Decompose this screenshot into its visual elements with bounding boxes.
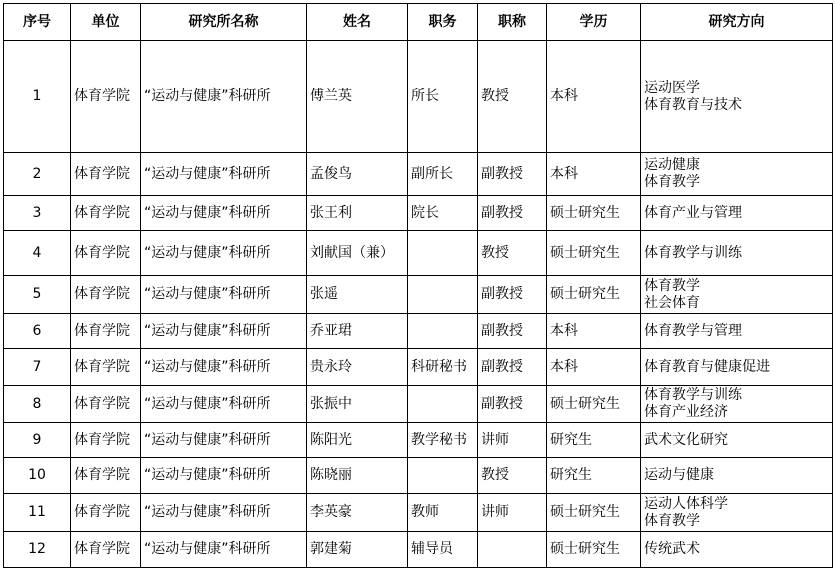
cell-institute: “运动与健康”科研所: [141, 386, 307, 423]
cell-institute: “运动与健康”科研所: [141, 458, 307, 494]
cell-post: [408, 386, 478, 423]
cell-institute: “运动与健康”科研所: [141, 314, 307, 349]
table-row: [4, 349, 833, 386]
cell-post: [408, 231, 478, 276]
cell-name: 陈晓丽: [307, 458, 408, 494]
cell-unit: 体育学院: [71, 494, 141, 532]
table-row: [4, 231, 833, 276]
cell-post: 辅导员: [408, 532, 478, 568]
direction-line: 体育教学与训练: [644, 387, 742, 403]
cell-post: 院长: [408, 196, 478, 231]
cell-direction: [641, 349, 833, 386]
header-name: 姓名: [307, 4, 408, 41]
direction-line: 体育教学与管理: [644, 322, 742, 339]
cell-name: 孟俊鸟: [307, 153, 408, 196]
direction-line: 运动医学: [644, 79, 700, 96]
cell-institute: “运动与健康”科研所: [141, 153, 307, 196]
cell-post: [408, 314, 478, 349]
direction-line: 体育教学: [644, 277, 700, 294]
header-title: 职称: [478, 4, 547, 41]
cell-title: [478, 532, 547, 568]
cell-name: 乔亚珺: [307, 314, 408, 349]
header-unit: 单位: [71, 4, 141, 41]
direction-line: 体育产业经济: [644, 404, 728, 420]
cell-no: 12: [4, 532, 71, 568]
direction-line: 体育教学: [644, 512, 700, 529]
cell-post: [408, 458, 478, 494]
cell-direction: [641, 276, 833, 314]
table-row: [4, 196, 833, 231]
cell-institute: “运动与健康”科研所: [141, 41, 307, 153]
cell-title: 副教授: [478, 196, 547, 231]
cell-post: 所长: [408, 41, 478, 153]
cell-education: 本科: [547, 41, 641, 153]
cell-direction: [641, 153, 833, 196]
cell-education: 硕士研究生: [547, 532, 641, 568]
header-no: 序号: [4, 4, 71, 41]
table-row: [4, 276, 833, 314]
table-row: [4, 423, 833, 458]
cell-education: 硕士研究生: [547, 231, 641, 276]
cell-post: [408, 276, 478, 314]
cell-post: 教师: [408, 494, 478, 532]
cell-unit: 体育学院: [71, 458, 141, 494]
table-row: [4, 494, 833, 532]
cell-no: 7: [4, 349, 71, 386]
direction-line: 传统武术: [644, 541, 700, 557]
cell-unit: 体育学院: [71, 231, 141, 276]
cell-title: 副教授: [478, 386, 547, 423]
table-row: [4, 458, 833, 494]
cell-education: 硕士研究生: [547, 276, 641, 314]
cell-no: 1: [4, 41, 71, 153]
cell-unit: 体育学院: [71, 276, 141, 314]
cell-no: 8: [4, 386, 71, 423]
header-direction: 研究方向: [641, 4, 833, 41]
cell-education: 硕士研究生: [547, 196, 641, 231]
cell-unit: 体育学院: [71, 532, 141, 568]
direction-line: 运动健康: [644, 157, 700, 173]
cell-title: 讲师: [478, 494, 547, 532]
cell-no: 6: [4, 314, 71, 349]
cell-title: 副教授: [478, 153, 547, 196]
direction-line: 体育教学: [644, 174, 700, 190]
direction-line: 体育教学与训练: [644, 244, 742, 261]
header-education: 学历: [547, 4, 641, 41]
cell-unit: 体育学院: [71, 153, 141, 196]
cell-no: 2: [4, 153, 71, 196]
cell-education: 研究生: [547, 458, 641, 494]
cell-direction: [641, 231, 833, 276]
cell-direction: [641, 41, 833, 153]
cell-education: 本科: [547, 349, 641, 386]
cell-name: 张振中: [307, 386, 408, 423]
cell-name: 陈阳光: [307, 423, 408, 458]
cell-title: 副教授: [478, 276, 547, 314]
cell-post: 副所长: [408, 153, 478, 196]
cell-name: 李英豪: [307, 494, 408, 532]
cell-no: 3: [4, 196, 71, 231]
cell-institute: “运动与健康”科研所: [141, 349, 307, 386]
cell-title: 副教授: [478, 314, 547, 349]
table-row: [4, 41, 833, 153]
cell-institute: “运动与健康”科研所: [141, 532, 307, 568]
cell-title: 副教授: [478, 349, 547, 386]
cell-unit: 体育学院: [71, 386, 141, 423]
cell-institute: “运动与健康”科研所: [141, 423, 307, 458]
cell-post: 科研秘书: [408, 349, 478, 386]
cell-unit: 体育学院: [71, 314, 141, 349]
direction-line: 体育教育与健康促进: [644, 358, 770, 375]
header-post: 职务: [408, 4, 478, 41]
cell-name: 刘献国（兼）: [307, 231, 408, 276]
cell-no: 10: [4, 458, 71, 494]
cell-institute: “运动与健康”科研所: [141, 276, 307, 314]
cell-no: 9: [4, 423, 71, 458]
cell-unit: 体育学院: [71, 423, 141, 458]
cell-direction: [641, 386, 833, 423]
cell-education: 硕士研究生: [547, 494, 641, 532]
cell-direction: [641, 458, 833, 494]
cell-unit: 体育学院: [71, 41, 141, 153]
header-institute: 研究所名称: [141, 4, 307, 41]
direction-line: 武术文化研究: [644, 431, 728, 448]
cell-unit: 体育学院: [71, 349, 141, 386]
cell-name: 傅兰英: [307, 41, 408, 153]
table-row: [4, 153, 833, 196]
cell-post: 教学秘书: [408, 423, 478, 458]
cell-education: 硕士研究生: [547, 386, 641, 423]
cell-title: 教授: [478, 41, 547, 153]
cell-title: 教授: [478, 231, 547, 276]
cell-institute: “运动与健康”科研所: [141, 196, 307, 231]
cell-title: 讲师: [478, 423, 547, 458]
cell-direction: [641, 423, 833, 458]
direction-line: 运动人体科学: [644, 495, 728, 512]
cell-title: 教授: [478, 458, 547, 494]
table-body: [4, 41, 833, 568]
cell-education: 本科: [547, 314, 641, 349]
table-row: [4, 314, 833, 349]
direction-line: 体育产业与管理: [644, 204, 742, 221]
cell-name: 张遥: [307, 276, 408, 314]
cell-unit: 体育学院: [71, 196, 141, 231]
table-row: [4, 386, 833, 423]
cell-no: 5: [4, 276, 71, 314]
cell-direction: [641, 532, 833, 568]
cell-direction: [641, 196, 833, 231]
staff-table: [3, 3, 833, 568]
direction-line: 运动与健康: [644, 467, 714, 483]
cell-institute: “运动与健康”科研所: [141, 494, 307, 532]
direction-line: 社会体育: [644, 294, 700, 311]
cell-name: 贵永玲: [307, 349, 408, 386]
cell-name: 郭建菊: [307, 532, 408, 568]
direction-line: 体育教育与技术: [644, 96, 742, 113]
table-row: [4, 532, 833, 568]
cell-name: 张王利: [307, 196, 408, 231]
cell-education: 研究生: [547, 423, 641, 458]
cell-no: 4: [4, 231, 71, 276]
cell-direction: [641, 314, 833, 349]
cell-no: 11: [4, 494, 71, 532]
cell-education: 本科: [547, 153, 641, 196]
header-row: [4, 4, 833, 41]
cell-institute: “运动与健康”科研所: [141, 231, 307, 276]
cell-direction: [641, 494, 833, 532]
